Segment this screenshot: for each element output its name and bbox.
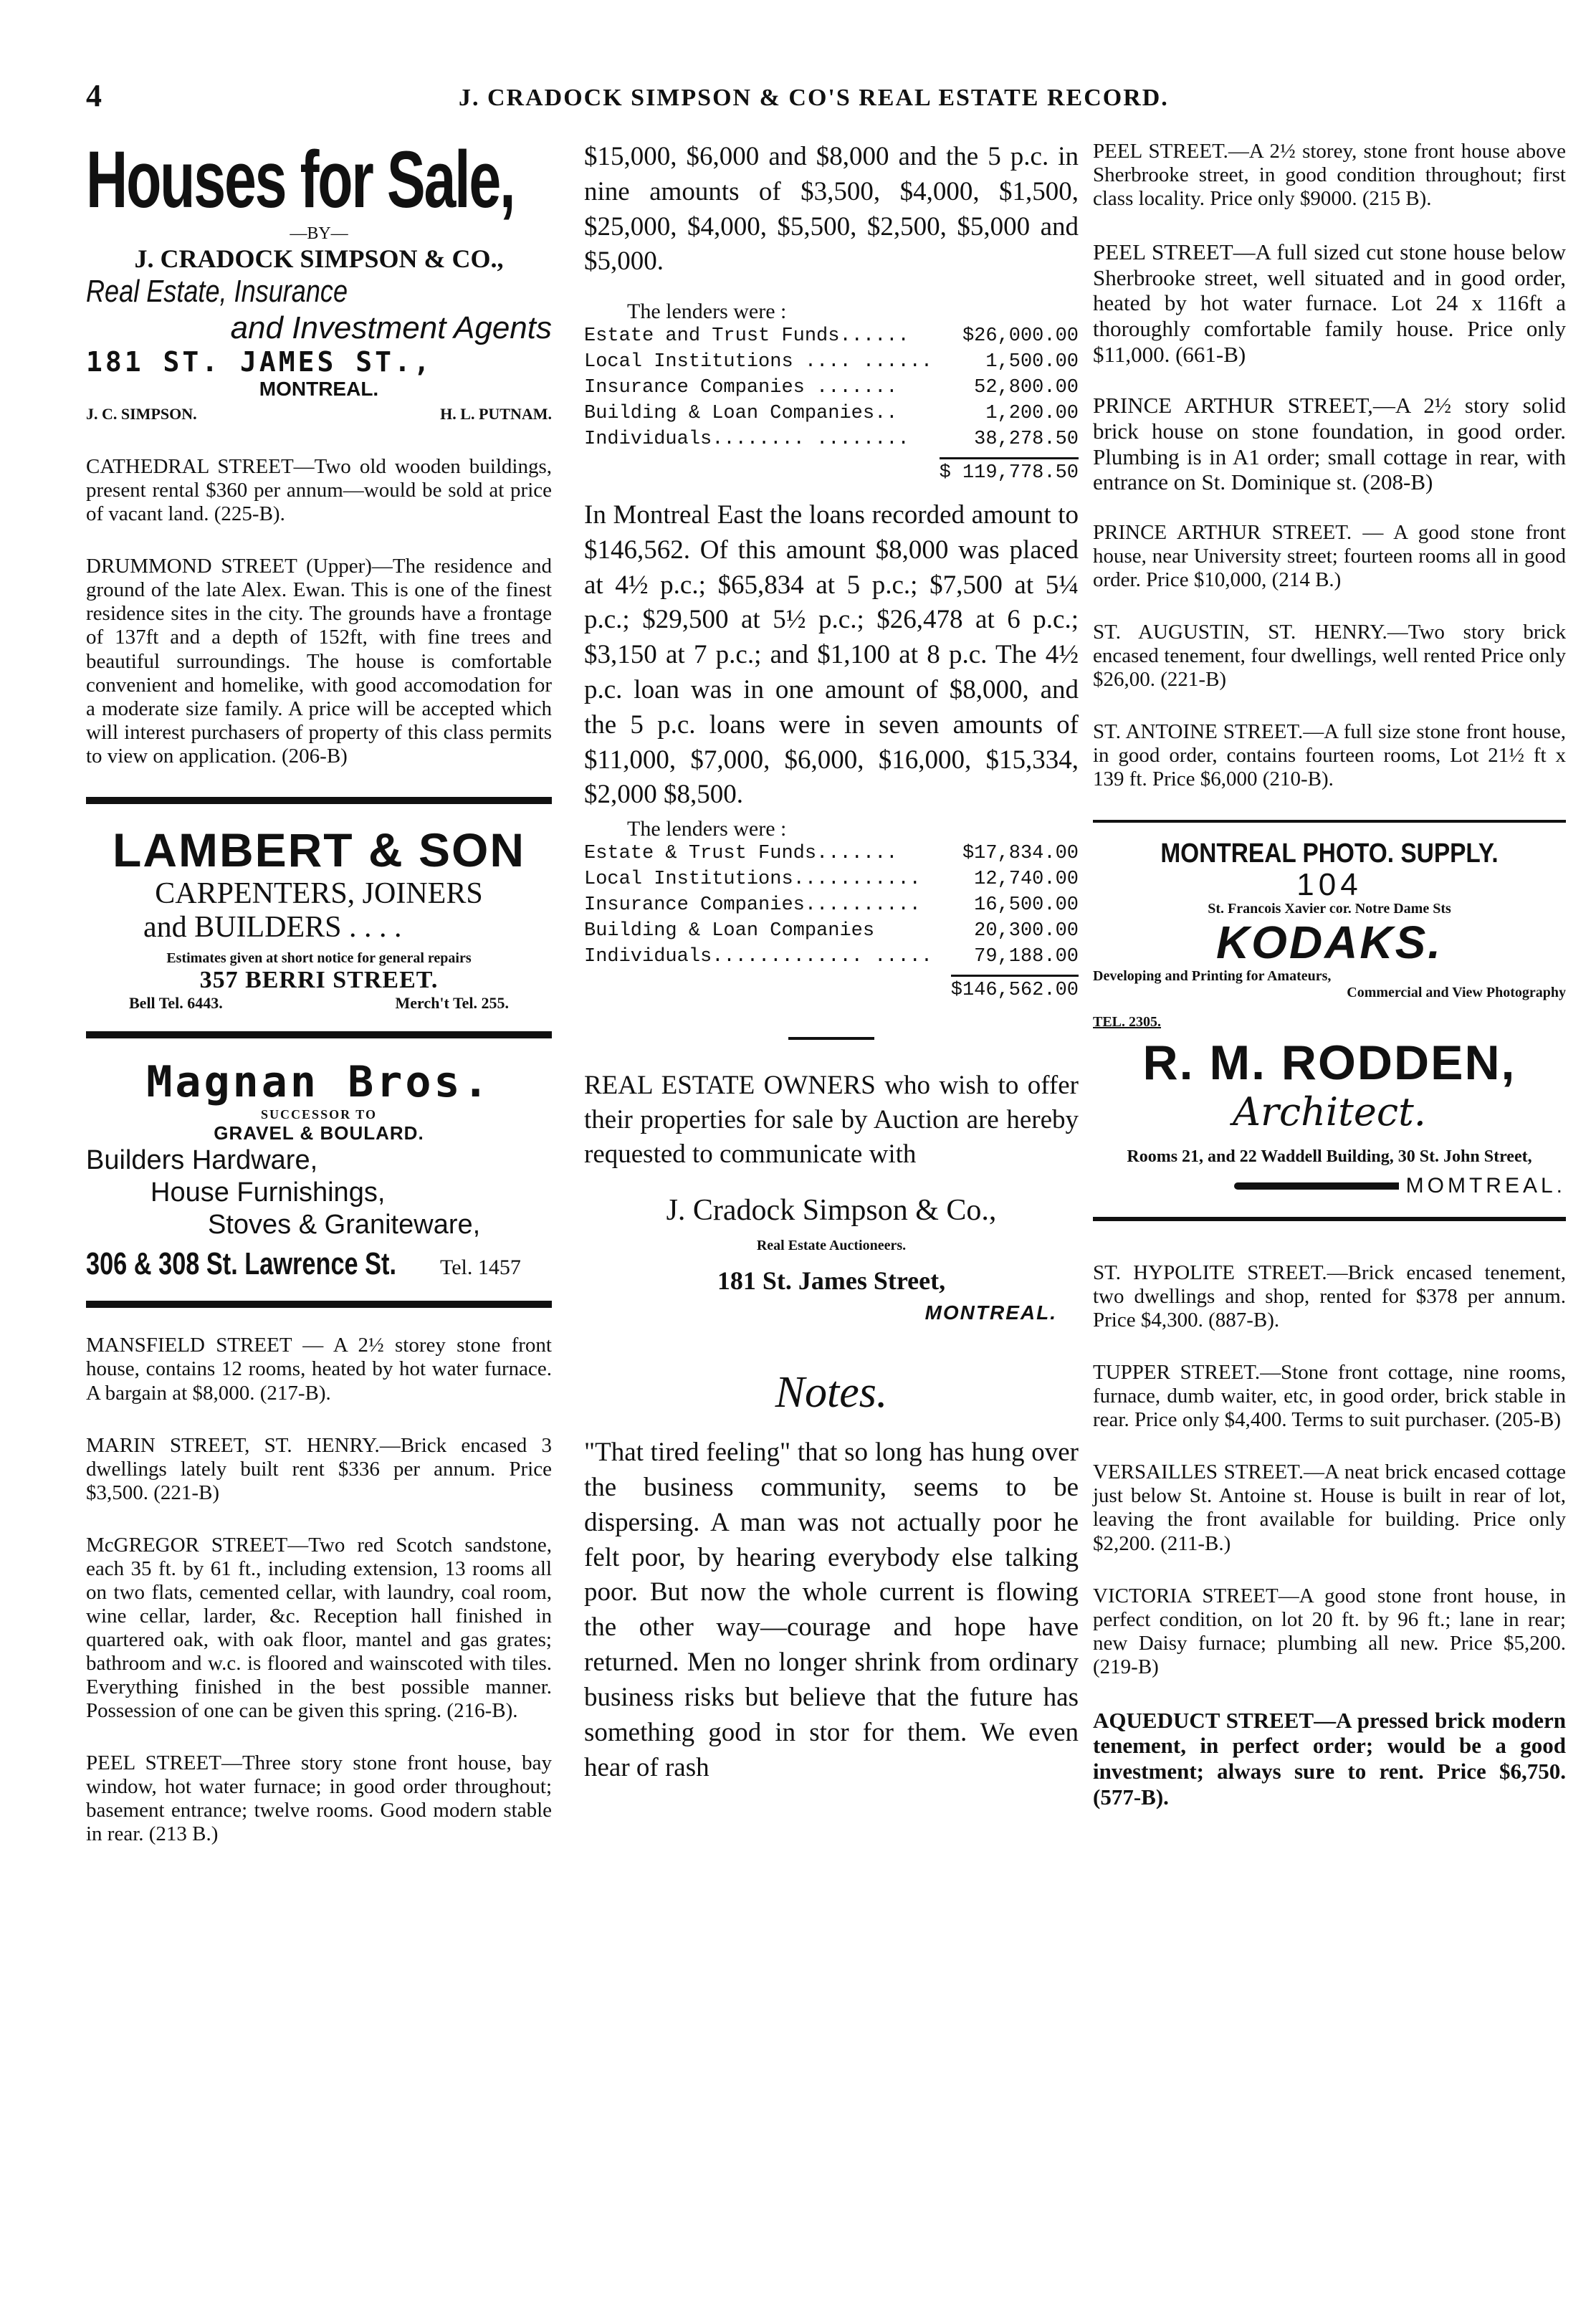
listing-tupper: TUPPER STREET.—Stone front cottage, nine rooms, furnace, dumb waiter, etc, in good order, brick stable in rear. Price only $4,400. Terms to suit purchaser. (205-B): [1093, 1361, 1566, 1432]
photo-title: MONTREAL PHOTO. SUPPLY.: [1160, 838, 1499, 869]
listing-mcgregor: McGREGOR STREET—Two red Scotch sandstone, each 35 ft. by 61 ft., including extension, 13 rooms all on two flats, cemented cellar, with laundry, coal room, wine cellar, larder, &c. Reception hall finished in quartered oak, with oak floor, mantel and gas grates; bathroom and w.c. is floored and wainscoted with tiles. Everything finished in the best possible manner. Possession of one can be given this spring. (216-B).: [86, 1533, 552, 1723]
ad-houses-line2: and Investment Agents: [230, 310, 552, 345]
magnan-line1: Builders Hardware,: [86, 1144, 318, 1175]
ad-houses-city: MONTREAL.: [259, 378, 379, 401]
table-row: [584, 893, 1079, 919]
table-row: [584, 841, 1079, 867]
listing-st-augustin: ST. AUGUSTIN, ST. HENRY.—Two story brick encased tenement, four dwellings, well rented Price only $26,00. (221-B): [1093, 621, 1566, 692]
ad-houses-name-right: H. L. PUTNAM.: [440, 405, 552, 424]
lambert-address: 357 BERRI STREET.: [199, 966, 439, 993]
lender-label: Local Institutions .... ......: [584, 351, 933, 373]
listing-marin: MARIN STREET, ST. HENRY.—Brick encased 3 dwellings lately built rent $336 per annum. Price $3,500. (221-B): [86, 1433, 552, 1504]
listing-cathedral: CATHEDRAL STREET—Two old wooden buildings, present rental $360 per annum—would be sold at price of vacant land. (225-B).: [86, 455, 552, 526]
ad-magnan: [86, 1057, 552, 1282]
lambert-title: LAMBERT & SON: [113, 823, 525, 876]
lambert-line2: and BUILDERS . . . .: [143, 910, 402, 944]
lambert-tel-merch: Merch't Tel. 255.: [395, 993, 509, 1012]
ad-houses-name-left: J. C. SIMPSON.: [86, 405, 197, 424]
listing-aqueduct: AQUEDUCT STREET—A pressed brick modern tenement, in perfect order; would be a good investment; always sure to rent. Price $6,750. (577-B).: [1093, 1707, 1566, 1810]
divider: [86, 1301, 552, 1308]
listing-st-hypolite: ST. HYPOLITE STREET.—Brick encased tenement, two dwellings and shop, rented for $378 per annum. Price $4,300. (887-B).: [1093, 1261, 1566, 1332]
table-row: [584, 919, 1079, 945]
ad-rodden: [1093, 1014, 1566, 1198]
listing-mansfield: MANSFIELD STREET — A 2½ storey stone front house, contains 12 rooms, heated by hot water furnace. A bargain at $8,000. (217-B).: [86, 1334, 552, 1405]
photo-address: St. Francois Xavier cor. Notre Dame Sts: [1208, 901, 1451, 917]
listing-victoria: VICTORIA STREET—A good stone front house, in perfect condition, on lot 20 ft. by 96 ft.; lane in rear; new Daisy furnace; plumbing all new. Price $5,200. (219-B): [1093, 1584, 1566, 1678]
listing-prince-arthur-brick: PRINCE ARTHUR STREET,—A 2½ story solid brick house on stone foundation, in good order. Plumbing is in A1 order; small cottage in rear, with entrance on St. Dominique st. (208-B): [1093, 393, 1566, 495]
divider: [86, 1031, 552, 1038]
listing-peel-cut-stone: PEEL STREET—A full sized cut stone house below Sherbrooke street, well situated and in good order, heated by hot water furnace. Lot 24 x 116ft a thoroughly comfortable family house. Price only $11,000. (661-B): [1093, 239, 1566, 367]
lambert-tel-bell: Bell Tel. 6443.: [129, 993, 223, 1012]
photo-brand: KODAKS.: [1215, 917, 1443, 969]
lender-value: 1,500.00: [985, 351, 1079, 373]
magnan-successor: SUCCESSOR TO: [261, 1106, 377, 1122]
photo-number: 104: [1296, 867, 1362, 903]
rodden-city-row: [1093, 1174, 1566, 1198]
lender-value: $17,834.00: [962, 843, 1079, 865]
lender-value: 12,740.00: [974, 869, 1079, 891]
magnan-line2: House Furnishings,: [150, 1177, 386, 1208]
page-number: 4: [86, 78, 102, 113]
ad-houses-names: [86, 405, 552, 424]
divider: [86, 797, 552, 804]
lambert-telephones: [86, 994, 552, 1013]
reo-city: MONTREAL.: [924, 1301, 1057, 1324]
listing-drummond: DRUMMOND STREET (Upper)—The residence and ground of the late Alex. Ewan. This is one of the finest residence sites in the city. The grounds have a frontage of 137ft and a depth of 152ft, with fine trees and beautiful surroundings. The house is comfortable convenient and homelike, with good accomodation for a moderate size family. A price will be accepted which will interest purchasers of property of this class permits to view on application. (206-B): [86, 555, 552, 768]
magnan-address: 306 & 308 St. Lawrence St.: [86, 1246, 397, 1282]
notes-text: "That tired feeling" that so long has hung over the business community, seems to be dispersing. A man was not actually poor he felt poor, by hearing everybody else talking poor. But now the whole current is flowing the other way—courage and hope have returned. Men no longer shrink from ordinary business risks but believe that the future has something good in stor for them. We even hear of rash: [584, 1438, 1079, 1782]
lenders-total-2: $146,562.00: [951, 975, 1079, 1001]
lender-value: 79,188.00: [974, 945, 1079, 967]
magnan-line3: Stoves & Graniteware,: [208, 1209, 481, 1240]
divider: [1093, 1217, 1566, 1221]
lender-label: Estate and Trust Funds......: [584, 325, 909, 348]
rodden-name: R. M. RODDEN,: [1142, 1035, 1516, 1090]
ad-houses-by: —BY—: [290, 224, 348, 243]
listing-peel-three-story: PEEL STREET—Three story stone front house, bay window, hot water furnace; in good order throughout; basement entrance; twelve rooms. Good modern stable in rear. (213 B.): [86, 1751, 552, 1846]
rodden-rooms: Rooms 21, and 22 Waddell Building, 30 St. John Street,: [1127, 1147, 1532, 1167]
lambert-line1: CARPENTERS, JOINERS: [155, 876, 483, 910]
lender-value: 52,800.00: [974, 377, 1079, 399]
magnan-tel: Tel. 1457: [440, 1256, 521, 1280]
lender-label: Estate & Trust Funds.......: [584, 843, 898, 865]
magnan-predecessor: GRAVEL & BOULARD.: [214, 1122, 424, 1144]
column-right: [1093, 140, 1566, 1835]
loans-intro: $15,000, $6,000 and $8,000 and the 5 p.c. in nine amounts of $3,500, $4,000, $1,500, $25,000, $4,000, $5,500, $2,500, $5,000 and $5,000.: [584, 142, 1079, 277]
lender-value: $26,000.00: [962, 325, 1079, 348]
lender-label: Individuals............. .....: [584, 945, 933, 967]
table-row: [584, 376, 1079, 401]
lenders-heading-2: The lenders were :: [627, 817, 787, 841]
rodden-city: MOMTREAL.: [1405, 1174, 1566, 1198]
lender-value: 38,278.50: [974, 428, 1079, 450]
listing-st-antoine: ST. ANTOINE STREET.—A full size stone front house, in good order, contains fourteen rooms, Lot 21½ ft x 139 ft. Price $6,000 (210-B).: [1093, 720, 1566, 791]
listing-peel-above-sherbrooke: PEEL STREET.—A 2½ storey, stone front house above Sherbrooke street, in good condition throughout; first class locality. Price only $9000. (215 B).: [1093, 140, 1566, 211]
lender-label: Building & Loan Companies..: [584, 403, 898, 425]
magnan-title: Magnan Bros.: [146, 1056, 492, 1107]
table-row: [584, 945, 1079, 970]
photo-line1: Developing and Printing for Amateurs,: [1093, 967, 1332, 984]
table-row: [584, 867, 1079, 893]
table-row: [584, 324, 1079, 350]
montreal-east-loans: In Montreal East the loans recorded amount to $146,562. Of this amount $8,000 was placed at 4½ p.c.; $65,834 at 5 p.c.; $7,500 at 5¼ p.c.; $29,500 at 5½ p.c.; $26,478 at 6 p.c.; $3,150 at 7 p.c.; and $1,100 at 8 p.c. The 4½ p.c. loan was in one amount of $8,000, and the 5 p.c. loans were in seven amounts of $11,000, $7,000, $6,000, $16,000, $15,334, $2,000 $8,500.: [584, 499, 1079, 810]
rodden-title: Architect.: [1233, 1089, 1426, 1134]
lender-label: Building & Loan Companies: [584, 920, 875, 942]
table-row: [584, 427, 1079, 453]
real-estate-owners-notice: REAL ESTATE OWNERS who wish to offer their properties for sale by Auction are hereby requested to communicate with: [584, 1070, 1079, 1170]
rodden-tel: TEL. 2305.: [1093, 1013, 1162, 1030]
lender-label: Local Institutions...........: [584, 869, 921, 891]
ad-lambert: [86, 823, 552, 1013]
running-title: J. CRADOCK SIMPSON & CO'S REAL ESTATE RECORD.: [459, 85, 1169, 111]
page-header: [0, 77, 1596, 120]
divider: [788, 1037, 874, 1040]
listing-versailles: VERSAILLES STREET.—A neat brick encased cottage just below St. Antoine st. House is built in rear of lot, leaving the front available for building. Price only $2,200. (211-B.): [1093, 1461, 1566, 1555]
lender-value: 20,300.00: [974, 920, 1079, 942]
lender-value: 1,200.00: [985, 403, 1079, 425]
lender-label: Insurance Companies .......: [584, 377, 898, 399]
ad-houses-firm: J. CRADOCK SIMPSON & CO.,: [134, 244, 504, 273]
reo-subtitle: Real Estate Auctioneers.: [756, 1238, 907, 1254]
lenders-heading-1: The lenders were :: [627, 300, 787, 324]
table-row: [584, 350, 1079, 376]
lenders-table-1: [584, 324, 1079, 453]
lenders-total-1: $ 119,778.50: [940, 457, 1079, 484]
ad-houses-title: Houses for Sale,: [86, 135, 515, 224]
divider: [1093, 820, 1566, 823]
notes-heading: Notes.: [775, 1368, 888, 1418]
lender-label: Insurance Companies..........: [584, 894, 921, 917]
ad-houses-address: 181 ST. JAMES ST.,: [86, 346, 433, 378]
total-row-1: [584, 457, 1079, 484]
ad-houses-for-sale: [86, 135, 552, 424]
lenders-table-2: [584, 841, 1079, 970]
lender-label: Individuals........ ........: [584, 428, 909, 450]
reo-firm: J. Cradock Simpson & Co.,: [666, 1194, 997, 1228]
column-left: [86, 135, 552, 1875]
lambert-estimates: Estimates given at short notice for general repairs: [166, 950, 472, 966]
column-middle: [584, 140, 1079, 1785]
reo-address: 181 St. James Street,: [717, 1266, 946, 1296]
photo-line2: Commercial and View Photography: [1347, 984, 1566, 1000]
table-row: [584, 401, 1079, 427]
listing-prince-arthur-stone: PRINCE ARTHUR STREET. — A good stone front house, near University street; fourteen rooms all in good order. Price $10,000, (214 B.): [1093, 520, 1566, 591]
pen-flourish: [1234, 1182, 1399, 1190]
ad-montreal-photo: [1093, 838, 1566, 1000]
lender-value: 16,500.00: [974, 894, 1079, 917]
magnan-address-row: [86, 1246, 552, 1282]
total-row-2: [584, 975, 1079, 1001]
ad-houses-line1: Real Estate, Insurance: [86, 274, 348, 309]
